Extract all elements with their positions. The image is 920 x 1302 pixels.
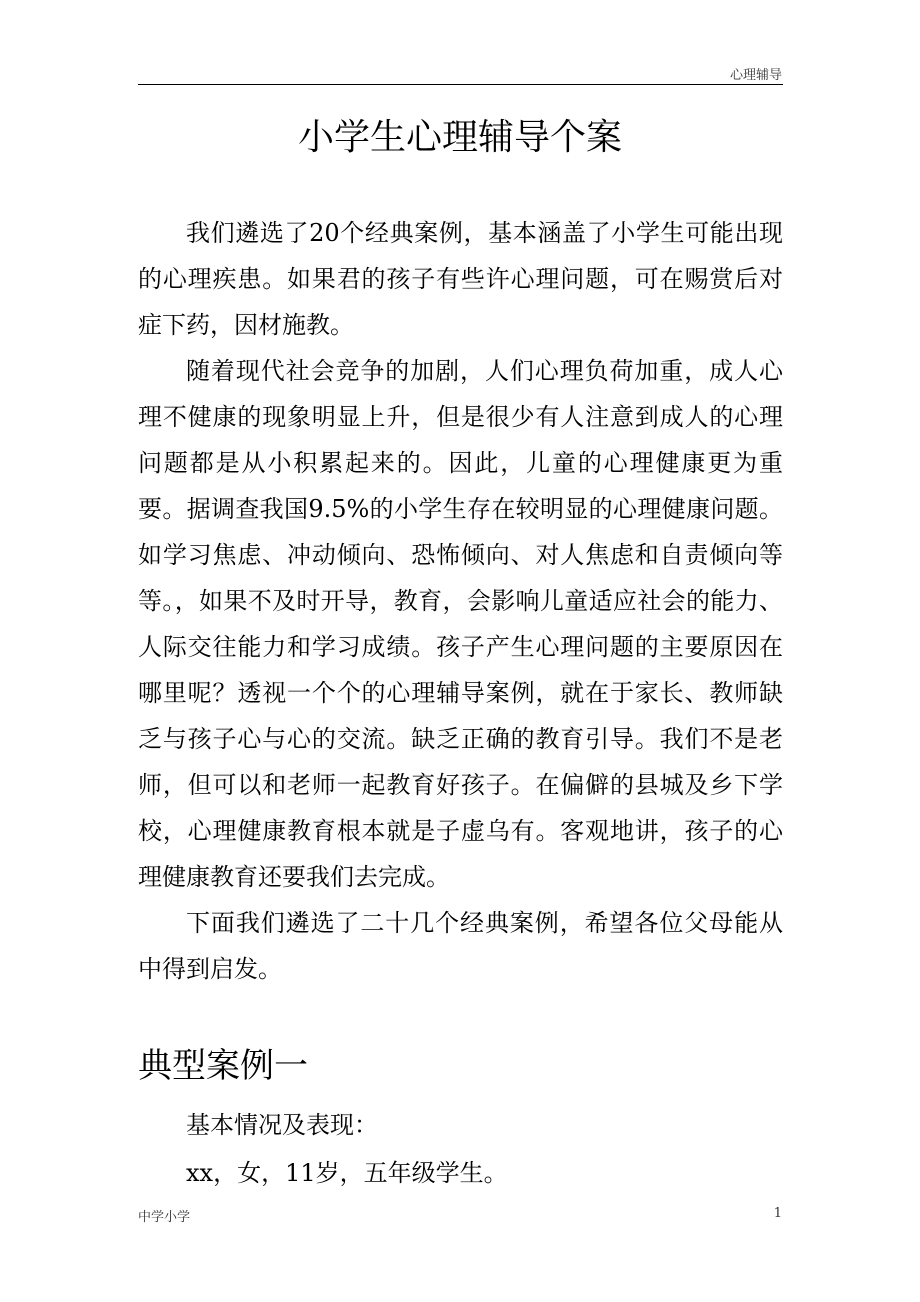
document-body [138, 210, 783, 992]
case-subheading: 基本情况及表现： [186, 1111, 378, 1139]
page-number: 1 [773, 1206, 782, 1221]
paragraph-background: 随着现代社会竞争的加剧，人们心理负荷加重，成人心理不健康的现象明显上升，但是很少有人注意到成人的心理问题都是从小积累起来的。因此，儿童的心理健康更为重要。据调查我国9.5%的小学生存在较明显的心理健康问题。如学习焦虑、冲动倾向、恐怖倾向、对人焦虑和自责倾向等等。，如果不及时开导，教育，会影响儿童适应社会的能力、人际交往能力和学习成绩。孩子产生心理问题的主要原因在哪里呢？透视一个个的心理辅导案例，就在于家长、教师缺乏与孩子心与心的交流。缺乏正确的教育引导。我们不是老师，但可以和老师一起教育好孩子。在偏僻的县城及乡下学校，心理健康教育根本就是子虚乌有。客观地讲，孩子的心理健康教育还要我们去完成。 [138, 357, 783, 891]
footer-left-text: 中学小学 [138, 1210, 191, 1225]
header-rule [138, 84, 783, 85]
case-heading: 典型案例一 [138, 1046, 308, 1086]
paragraph-intro: 我们遴选了20个经典案例，基本涵盖了小学生可能出现的心理疾患。如果君的孩子有些许心理问题，可在赐赏后对症下药，因材施教。 [138, 219, 783, 339]
document-title: 小学生心理辅导个案 [297, 117, 622, 158]
paragraph-closing: 下面我们遴选了二十几个经典案例，希望各位父母能从中得到启发。 [138, 909, 783, 983]
case-detail: xx，女，11岁，五年级学生。 [186, 1159, 508, 1187]
page-header-text: 心理辅导 [729, 68, 782, 83]
